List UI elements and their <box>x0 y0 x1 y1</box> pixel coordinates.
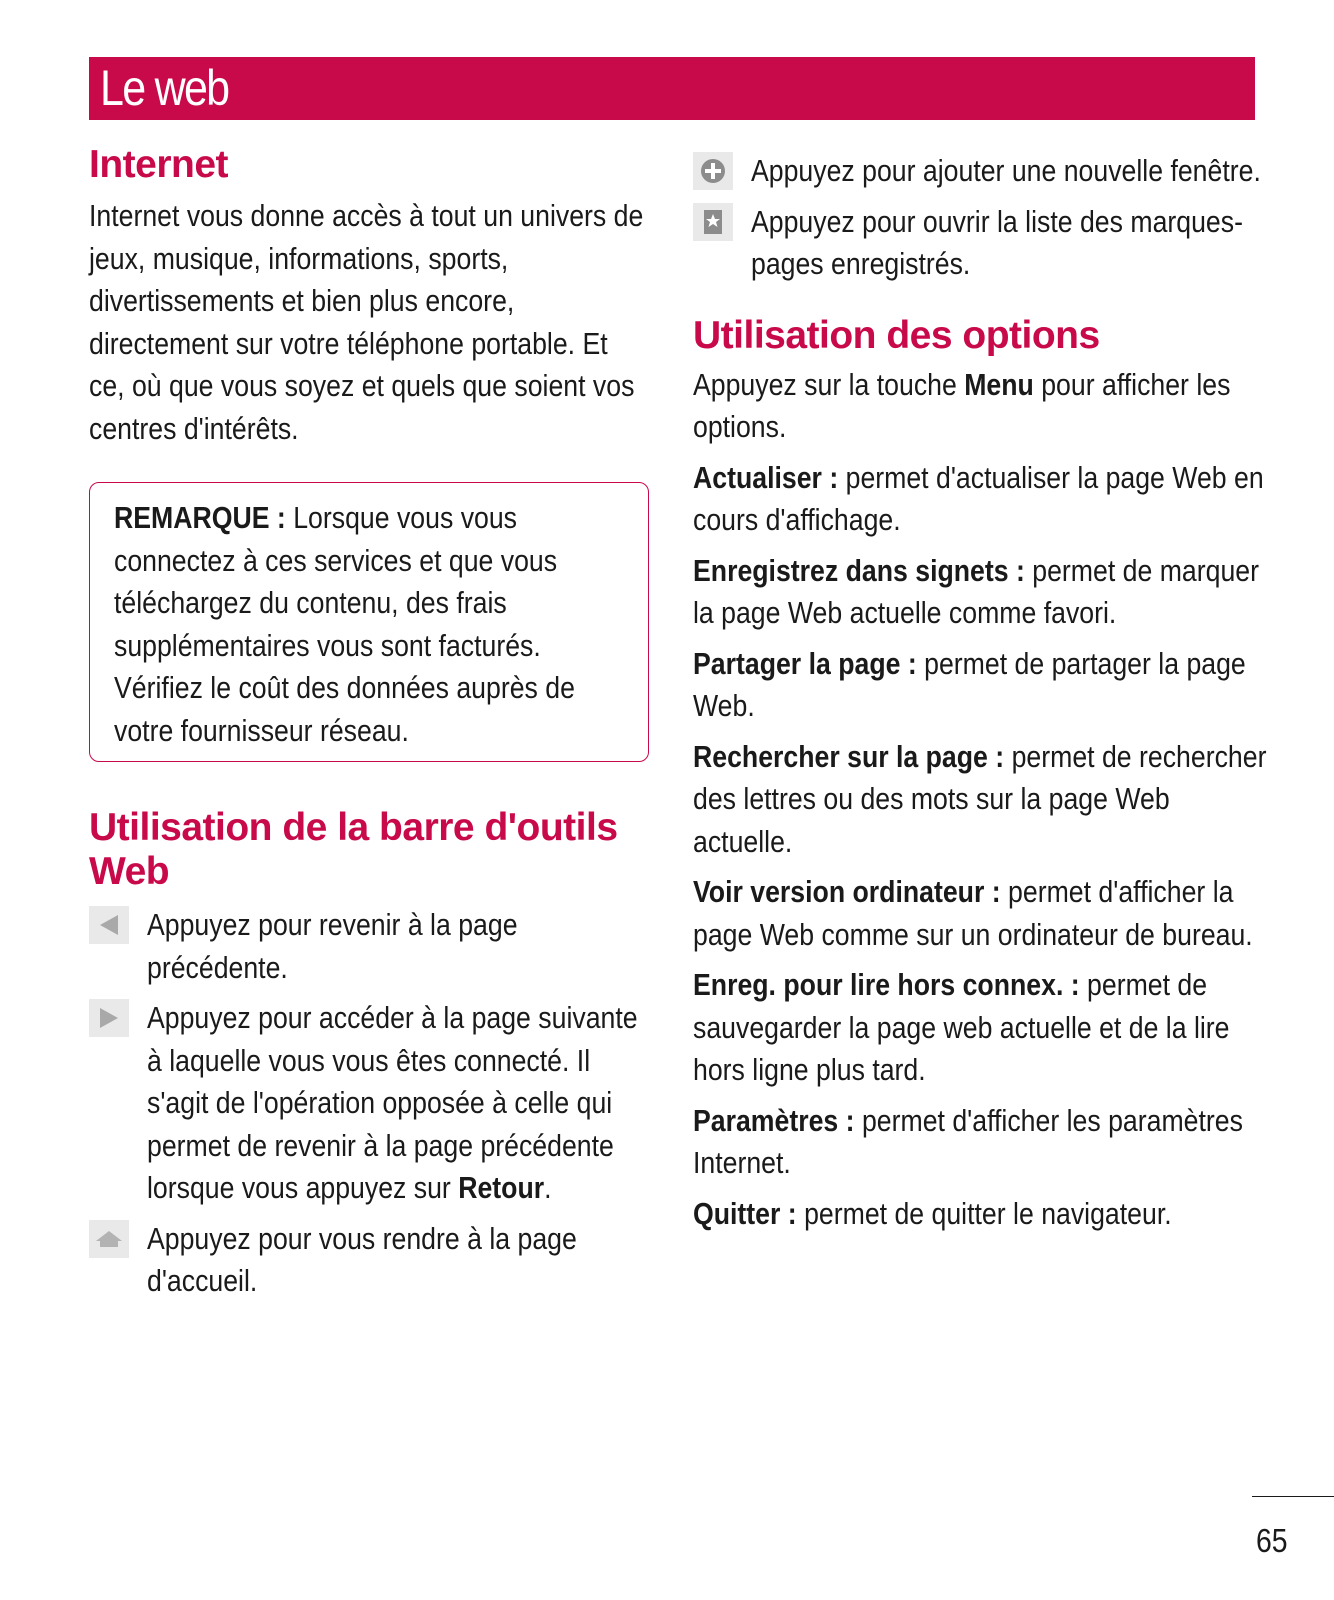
note-label: REMARQUE : <box>114 500 286 535</box>
toolbar-heading: Utilisation de la barre d'outils Web <box>89 806 618 893</box>
toolbar-item-text-main: Appuyez pour accéder à la page suivante à laquelle vous vous êtes connecté. Il s'agit de l'opération opposée à celle qui permet de revenir à la page précédente lorsque vous appuyez sur <box>147 1000 638 1205</box>
option-text: permet de sauvegarder la page web actuelle et de la lire hors ligne plus tard. <box>693 967 1230 1087</box>
option-item <box>693 643 1272 728</box>
left-column <box>89 143 649 1311</box>
option-text: permet de rechercher des lettres ou des mots sur la page Web actuelle. <box>693 738 1267 859</box>
menu-key-label: Menu <box>964 366 1034 402</box>
note-body: Lorsque vous vous connectez à ces services et que vous téléchargez du contenu, des frais supplémentaires vous sont facturés. Vérifiez le coût des données auprès de votre fournisseur réseau. <box>114 500 575 748</box>
option-item <box>693 871 1272 956</box>
internet-heading: Internet <box>89 143 229 186</box>
section-title: Le web <box>100 60 229 116</box>
option-text: permet d'actualiser la page Web en cours d'affichage. <box>693 459 1264 537</box>
right-column <box>693 150 1273 1243</box>
options-heading: Utilisation des options <box>693 313 1100 357</box>
toolbar-item-text <box>147 997 648 1210</box>
note-box <box>89 482 649 762</box>
note-text <box>114 497 627 752</box>
option-label: Enregistrez dans signets : <box>693 552 1025 588</box>
bookmark-star-icon <box>693 203 733 241</box>
toolbar-item-home <box>89 1218 649 1303</box>
toolbar-item-forward <box>89 997 649 1210</box>
page-number-rule <box>1252 1496 1334 1497</box>
section-banner <box>89 57 1255 120</box>
retour-label: Retour <box>458 1170 545 1205</box>
toolbar-item-text: Appuyez pour ouvrir la liste des marques-pages enregistrés. <box>751 203 1243 281</box>
option-label: Paramètres : <box>693 1102 855 1138</box>
option-text: permet de quitter le navigateur. <box>796 1195 1172 1231</box>
option-label: Rechercher sur la page : <box>693 738 1005 774</box>
internet-body: Internet vous donne accès à tout un univers de jeux, musique, informations, sports, divertissements et bien plus encore, directement sur votre téléphone portable. Et ce, où que vous soyez et quels que soient vos centres d'intérêts. <box>89 198 644 446</box>
option-item <box>693 1100 1272 1185</box>
option-text: permet de marquer la page Web actuelle comme favori. <box>693 552 1259 630</box>
toolbar-item-text-end: . <box>544 1170 552 1205</box>
option-text: permet d'afficher la page Web comme sur un ordinateur de bureau. <box>693 874 1253 952</box>
toolbar-item-bookmarks <box>693 201 1273 286</box>
toolbar-item-text: Appuyez pour ajouter une nouvelle fenêtre. <box>751 153 1261 188</box>
add-window-icon <box>693 152 733 190</box>
home-icon <box>89 1220 129 1258</box>
option-label: Quitter : <box>693 1195 797 1231</box>
option-item <box>693 457 1272 542</box>
forward-arrow-icon <box>89 999 129 1037</box>
option-label: Voir version ordinateur : <box>693 874 1001 909</box>
option-text: permet de partager la page Web. <box>693 645 1246 723</box>
back-arrow-icon <box>89 906 129 944</box>
option-label: Actualiser : <box>693 459 839 495</box>
toolbar-item-add-window <box>693 150 1273 193</box>
option-item <box>693 736 1272 864</box>
option-text: permet d'afficher les paramètres Internet. <box>693 1102 1243 1180</box>
option-item <box>693 550 1272 635</box>
option-label: Partager la page : <box>693 645 917 681</box>
option-label: Enreg. pour lire hors connex. : <box>693 967 1080 1002</box>
option-item <box>693 964 1272 1092</box>
option-item <box>693 1193 1272 1236</box>
options-intro-end: pour afficher les options. <box>693 366 1231 444</box>
options-intro-start: Appuyez sur la touche <box>693 366 965 402</box>
toolbar-item-back <box>89 904 649 989</box>
options-intro <box>693 364 1272 449</box>
page-number: 65 <box>1256 1522 1288 1559</box>
toolbar-item-text: Appuyez pour revenir à la page précédente. <box>147 907 518 985</box>
toolbar-item-text: Appuyez pour vous rendre à la page d'accueil. <box>147 1220 577 1298</box>
